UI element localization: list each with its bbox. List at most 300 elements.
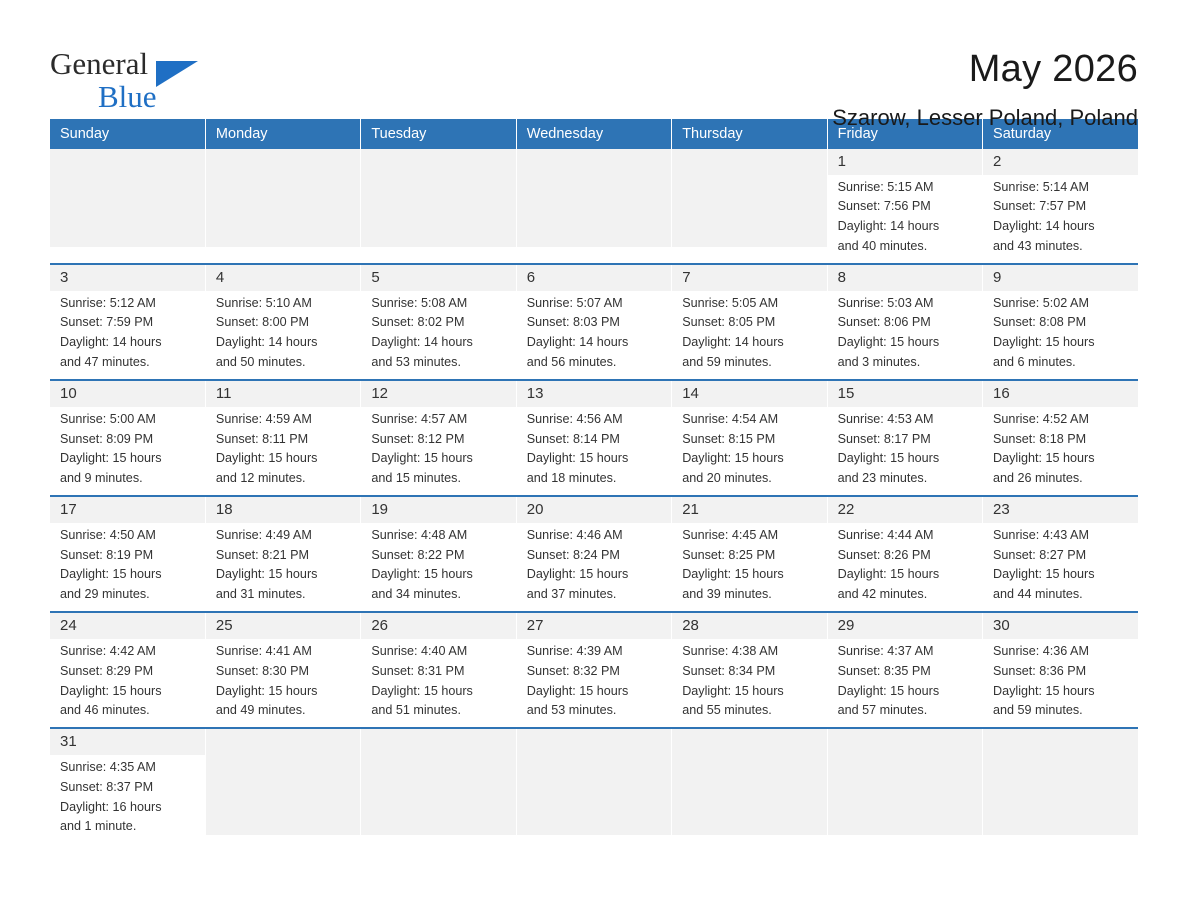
- daylight-text: and 6 minutes.: [993, 355, 1076, 370]
- day-number: 7: [682, 269, 691, 287]
- daylight-text: and 20 minutes.: [682, 471, 772, 486]
- calendar-day-cell: [827, 149, 982, 264]
- calendar-day-cell: [205, 496, 360, 612]
- weekday-header-sunday: Sunday: [50, 119, 205, 149]
- day-details: [517, 175, 671, 247]
- day-cell-content: [206, 613, 360, 727]
- sunset-text: Sunset: 8:12 PM: [371, 431, 465, 446]
- day-details: [206, 755, 360, 835]
- day-details: [361, 291, 515, 380]
- daylight-text: Daylight: 15 hours: [682, 451, 784, 466]
- sunrise-text: Sunrise: 4:49 AM: [215, 527, 312, 542]
- day-cell-content: [206, 265, 360, 379]
- sunrise-text: Sunrise: 5:14 AM: [993, 179, 1089, 194]
- calendar-day-cell: [361, 728, 516, 843]
- sunset-text: Sunset: 7:59 PM: [60, 315, 154, 330]
- day-number: 17: [60, 501, 77, 519]
- calendar-table: [50, 119, 1138, 843]
- sunset-text: Sunset: 8:15 PM: [682, 431, 776, 446]
- weekday-header-monday: Monday: [205, 119, 360, 149]
- daylight-text: Daylight: 14 hours: [993, 219, 1095, 234]
- calendar-day-cell: [983, 612, 1138, 728]
- day-cell-content: [206, 381, 360, 495]
- day-details: [206, 523, 360, 612]
- calendar-day-cell: [827, 612, 982, 728]
- calendar-day-cell: [983, 149, 1138, 264]
- day-cell-empty: [50, 149, 205, 247]
- sunset-text: Sunset: 8:03 PM: [526, 315, 620, 330]
- sunrise-text: Sunrise: 5:10 AM: [215, 295, 312, 310]
- day-number: [361, 729, 515, 755]
- daylight-text: Daylight: 15 hours: [993, 451, 1095, 466]
- sunset-text: Sunset: 8:29 PM: [60, 663, 154, 678]
- sunrise-text: Sunrise: 5:12 AM: [60, 295, 156, 310]
- day-number: [206, 729, 360, 755]
- location-subtitle: Szarow, Lesser Poland, Poland: [832, 104, 1138, 130]
- day-cell-empty: [983, 729, 1138, 835]
- sunset-text: Sunset: 8:25 PM: [682, 547, 776, 562]
- calendar-day-cell: [50, 264, 205, 380]
- sunrise-text: Sunrise: 4:35 AM: [60, 759, 156, 774]
- daylight-text: Daylight: 15 hours: [60, 451, 162, 466]
- day-details: [828, 523, 982, 612]
- day-number: 15: [837, 385, 855, 403]
- day-cell-content: [517, 613, 671, 727]
- sunset-text: Sunset: 8:35 PM: [837, 663, 931, 678]
- sunrise-text: Sunrise: 4:44 AM: [837, 527, 934, 542]
- sunset-text: Sunset: 8:36 PM: [993, 663, 1087, 678]
- day-number: 11: [215, 385, 232, 403]
- day-cell-content: [361, 265, 515, 379]
- day-number: 4: [215, 269, 225, 287]
- day-cell-content: [672, 265, 826, 379]
- daylight-text: and 23 minutes.: [837, 471, 928, 486]
- daylight-text: and 49 minutes.: [215, 703, 306, 718]
- sunrise-text: Sunrise: 5:05 AM: [682, 295, 779, 310]
- day-cell-content: [50, 381, 205, 495]
- day-details: [517, 755, 671, 835]
- calendar-day-cell: [205, 380, 360, 496]
- day-number: 26: [371, 617, 389, 635]
- daylight-text: and 50 minutes.: [215, 355, 306, 370]
- daylight-text: Daylight: 14 hours: [526, 335, 629, 350]
- day-details: [672, 523, 826, 612]
- day-number: [983, 729, 1138, 755]
- daylight-text: Daylight: 15 hours: [993, 683, 1095, 698]
- day-number: 27: [526, 617, 544, 635]
- sunset-text: Sunset: 8:19 PM: [60, 547, 154, 562]
- calendar-day-cell: [516, 380, 671, 496]
- day-cell-empty: [361, 729, 515, 835]
- day-details: [50, 523, 205, 612]
- day-number: 23: [993, 501, 1010, 519]
- day-number: 31: [60, 733, 77, 751]
- sunrise-text: Sunrise: 5:03 AM: [837, 295, 934, 310]
- day-number: 21: [682, 501, 699, 519]
- sunrise-text: Sunrise: 4:54 AM: [682, 411, 779, 426]
- sunset-text: Sunset: 8:34 PM: [682, 663, 776, 678]
- calendar-day-cell: [983, 496, 1138, 612]
- sunrise-text: Sunrise: 4:56 AM: [526, 411, 623, 426]
- calendar-day-cell: [205, 264, 360, 380]
- daylight-text: and 40 minutes.: [837, 239, 928, 254]
- day-number: 16: [993, 385, 1010, 403]
- calendar-day-cell: [50, 728, 205, 843]
- sunset-text: Sunset: 8:09 PM: [60, 431, 154, 446]
- sunrise-text: Sunrise: 5:07 AM: [526, 295, 623, 310]
- day-number: 10: [60, 385, 77, 403]
- sunset-text: Sunset: 8:27 PM: [993, 547, 1087, 562]
- sunset-text: Sunset: 8:24 PM: [526, 547, 620, 562]
- sunrise-text: Sunrise: 4:50 AM: [60, 527, 156, 542]
- daylight-text: and 12 minutes.: [215, 471, 306, 486]
- day-cell-content: [361, 497, 515, 611]
- sunrise-text: Sunrise: 4:37 AM: [837, 643, 934, 658]
- day-details: [50, 175, 205, 247]
- day-details: [361, 755, 515, 835]
- daylight-text: Daylight: 15 hours: [837, 335, 940, 350]
- day-number: [361, 149, 515, 175]
- sunrise-text: Sunrise: 4:48 AM: [371, 527, 468, 542]
- calendar-day-cell: [361, 149, 516, 264]
- day-number: 12: [371, 385, 389, 403]
- weekday-header-friday: Friday: [827, 119, 982, 149]
- sunset-text: Sunset: 8:08 PM: [993, 315, 1087, 330]
- day-cell-content: [206, 497, 360, 611]
- day-cell-content: [828, 265, 982, 379]
- day-details: [672, 291, 826, 380]
- daylight-text: Daylight: 15 hours: [371, 451, 473, 466]
- day-number: 18: [215, 501, 233, 519]
- daylight-text: and 26 minutes.: [993, 471, 1083, 486]
- calendar-day-cell: [983, 728, 1138, 843]
- weekday-header-thursday: Thursday: [672, 119, 827, 149]
- day-cell-empty: [206, 729, 360, 835]
- day-details: [983, 291, 1138, 380]
- day-number: 8: [837, 269, 846, 287]
- day-details: [206, 291, 360, 380]
- calendar-day-cell: [361, 612, 516, 728]
- day-cell-content: [517, 381, 671, 495]
- generalblue-logo: [50, 48, 210, 122]
- calendar-day-cell: [50, 496, 205, 612]
- day-cell-content: [50, 265, 205, 379]
- sunset-text: Sunset: 8:26 PM: [837, 547, 931, 562]
- calendar-day-cell: [205, 612, 360, 728]
- sunrise-text: Sunrise: 4:53 AM: [837, 411, 934, 426]
- weekday-header-saturday: Saturday: [983, 119, 1138, 149]
- daylight-text: Daylight: 14 hours: [837, 219, 940, 234]
- calendar-day-cell: [827, 496, 982, 612]
- day-number: 3: [60, 269, 69, 287]
- daylight-text: Daylight: 16 hours: [60, 799, 162, 814]
- day-details: [828, 755, 982, 835]
- calendar-day-cell: [361, 496, 516, 612]
- page-header: [50, 0, 1138, 130]
- calendar-body: [50, 149, 1138, 843]
- title-block: [832, 48, 1138, 130]
- calendar-day-cell: [50, 149, 205, 264]
- calendar-day-cell: [516, 496, 671, 612]
- daylight-text: Daylight: 15 hours: [837, 451, 940, 466]
- daylight-text: Daylight: 15 hours: [837, 683, 940, 698]
- daylight-text: and 46 minutes.: [60, 703, 150, 718]
- day-details: [672, 755, 826, 835]
- daylight-text: Daylight: 15 hours: [215, 683, 318, 698]
- day-number: 5: [371, 269, 380, 287]
- daylight-text: and 9 minutes.: [60, 471, 143, 486]
- day-cell-content: [983, 149, 1138, 263]
- sunrise-text: Sunrise: 4:39 AM: [526, 643, 623, 658]
- daylight-text: and 42 minutes.: [837, 587, 928, 602]
- day-cell-empty: [517, 149, 671, 247]
- day-number: 30: [993, 617, 1010, 635]
- day-details: [517, 639, 671, 728]
- page-title: May 2026: [968, 48, 1138, 90]
- sunrise-text: Sunrise: 5:15 AM: [837, 179, 934, 194]
- daylight-text: Daylight: 14 hours: [682, 335, 784, 350]
- daylight-text: Daylight: 15 hours: [526, 683, 629, 698]
- day-details: [517, 407, 671, 496]
- day-cell-content: [828, 497, 982, 611]
- logo-triangle-icon: [156, 61, 198, 87]
- daylight-text: and 59 minutes.: [682, 355, 772, 370]
- day-cell-content: [672, 381, 826, 495]
- day-details: [983, 175, 1138, 264]
- calendar-week-row: [50, 728, 1138, 843]
- day-details: [50, 291, 205, 380]
- calendar-day-cell: [983, 264, 1138, 380]
- day-details: [206, 407, 360, 496]
- calendar-week-row: [50, 380, 1138, 496]
- calendar-week-row: [50, 149, 1138, 264]
- day-details: [828, 407, 982, 496]
- day-cell-empty: [828, 729, 982, 835]
- daylight-text: and 44 minutes.: [993, 587, 1083, 602]
- day-cell-content: [672, 613, 826, 727]
- daylight-text: and 53 minutes.: [526, 703, 617, 718]
- day-number: [672, 729, 826, 755]
- daylight-text: and 47 minutes.: [60, 355, 150, 370]
- day-cell-content: [983, 497, 1138, 611]
- day-details: [983, 407, 1138, 496]
- sunrise-text: Sunrise: 5:08 AM: [371, 295, 468, 310]
- day-cell-content: [361, 381, 515, 495]
- day-details: [983, 755, 1138, 835]
- daylight-text: and 15 minutes.: [371, 471, 461, 486]
- day-cell-content: [983, 381, 1138, 495]
- day-number: 25: [215, 617, 233, 635]
- day-details: [50, 755, 205, 844]
- calendar-day-cell: [672, 612, 827, 728]
- day-number: 6: [526, 269, 536, 287]
- daylight-text: Daylight: 15 hours: [837, 567, 940, 582]
- calendar-week-row: [50, 496, 1138, 612]
- day-cell-content: [828, 381, 982, 495]
- day-cell-content: [517, 265, 671, 379]
- day-number: 20: [526, 501, 544, 519]
- sunset-text: Sunset: 8:37 PM: [60, 779, 154, 794]
- day-number: 28: [682, 617, 699, 635]
- calendar-week-row: [50, 264, 1138, 380]
- day-details: [672, 407, 826, 496]
- day-details: [672, 175, 826, 247]
- weekday-header-tuesday: Tuesday: [361, 119, 516, 149]
- day-number: [517, 729, 671, 755]
- sunrise-text: Sunrise: 4:43 AM: [993, 527, 1089, 542]
- daylight-text: Daylight: 15 hours: [526, 451, 629, 466]
- calendar-day-cell: [205, 149, 360, 264]
- day-details: [361, 407, 515, 496]
- daylight-text: and 37 minutes.: [526, 587, 617, 602]
- day-number: [206, 149, 360, 175]
- sunrise-text: Sunrise: 4:59 AM: [215, 411, 312, 426]
- calendar-day-cell: [516, 149, 671, 264]
- day-cell-empty: [672, 149, 826, 247]
- logo-text-blue: Blue: [98, 79, 157, 114]
- daylight-text: Daylight: 15 hours: [371, 567, 473, 582]
- daylight-text: Daylight: 15 hours: [215, 567, 318, 582]
- day-details: [517, 291, 671, 380]
- day-cell-content: [517, 497, 671, 611]
- sunset-text: Sunset: 8:02 PM: [371, 315, 465, 330]
- sunset-text: Sunset: 7:57 PM: [993, 199, 1087, 214]
- day-cell-content: [50, 613, 205, 727]
- daylight-text: Daylight: 15 hours: [993, 335, 1095, 350]
- day-details: [983, 639, 1138, 728]
- sunset-text: Sunset: 8:17 PM: [837, 431, 931, 446]
- sunrise-text: Sunrise: 5:00 AM: [60, 411, 156, 426]
- sunrise-text: Sunrise: 4:46 AM: [526, 527, 623, 542]
- sunrise-text: Sunrise: 4:45 AM: [682, 527, 779, 542]
- sunrise-text: Sunrise: 4:57 AM: [371, 411, 468, 426]
- sunset-text: Sunset: 8:18 PM: [993, 431, 1087, 446]
- sunrise-text: Sunrise: 4:36 AM: [993, 643, 1089, 658]
- day-number: 14: [682, 385, 699, 403]
- calendar-day-cell: [516, 728, 671, 843]
- day-cell-empty: [361, 149, 515, 247]
- sunset-text: Sunset: 8:06 PM: [837, 315, 931, 330]
- daylight-text: and 55 minutes.: [682, 703, 772, 718]
- day-details: [206, 639, 360, 728]
- day-details: [361, 175, 515, 247]
- day-cell-empty: [206, 149, 360, 247]
- sunset-text: Sunset: 8:14 PM: [526, 431, 620, 446]
- daylight-text: and 57 minutes.: [837, 703, 928, 718]
- sunset-text: Sunset: 8:11 PM: [215, 431, 309, 446]
- daylight-text: and 18 minutes.: [526, 471, 617, 486]
- sunset-text: Sunset: 8:00 PM: [215, 315, 310, 330]
- calendar-day-cell: [50, 380, 205, 496]
- daylight-text: and 43 minutes.: [993, 239, 1083, 254]
- daylight-text: Daylight: 15 hours: [215, 451, 318, 466]
- calendar-day-cell: [672, 264, 827, 380]
- calendar-day-cell: [672, 149, 827, 264]
- daylight-text: and 53 minutes.: [371, 355, 461, 370]
- daylight-text: Daylight: 14 hours: [215, 335, 318, 350]
- day-number: [672, 149, 826, 175]
- day-number: [50, 149, 205, 175]
- day-cell-content: [672, 497, 826, 611]
- calendar-day-cell: [516, 612, 671, 728]
- day-number: 19: [371, 501, 389, 519]
- sunrise-text: Sunrise: 4:42 AM: [60, 643, 156, 658]
- day-cell-content: [828, 149, 982, 263]
- daylight-text: and 56 minutes.: [526, 355, 617, 370]
- sunset-text: Sunset: 8:05 PM: [682, 315, 776, 330]
- daylight-text: and 51 minutes.: [371, 703, 461, 718]
- sunrise-text: Sunrise: 4:41 AM: [215, 643, 312, 658]
- day-details: [828, 639, 982, 728]
- day-cell-content: [50, 729, 205, 843]
- calendar-day-cell: [361, 264, 516, 380]
- calendar-day-cell: [672, 728, 827, 843]
- sunset-text: Sunset: 8:21 PM: [215, 547, 310, 562]
- daylight-text: and 1 minute.: [60, 819, 137, 834]
- calendar-day-cell: [205, 728, 360, 843]
- day-number: 29: [837, 617, 855, 635]
- calendar-day-cell: [827, 264, 982, 380]
- weekday-header-wednesday: Wednesday: [516, 119, 671, 149]
- daylight-text: and 29 minutes.: [60, 587, 150, 602]
- calendar-day-cell: [827, 728, 982, 843]
- daylight-text: and 59 minutes.: [993, 703, 1083, 718]
- day-details: [361, 523, 515, 612]
- day-cell-content: [983, 265, 1138, 379]
- daylight-text: Daylight: 15 hours: [526, 567, 629, 582]
- day-details: [983, 523, 1138, 612]
- day-details: [828, 175, 982, 264]
- daylight-text: and 34 minutes.: [371, 587, 461, 602]
- day-cell-content: [828, 613, 982, 727]
- day-number: 2: [993, 153, 1002, 170]
- day-details: [828, 291, 982, 380]
- logo-text-general: General: [50, 46, 149, 81]
- calendar-day-cell: [672, 496, 827, 612]
- day-number: 24: [60, 617, 77, 635]
- calendar-day-cell: [516, 264, 671, 380]
- sunset-text: Sunset: 8:31 PM: [371, 663, 465, 678]
- day-number: 22: [837, 501, 855, 519]
- sunrise-text: Sunrise: 4:40 AM: [371, 643, 468, 658]
- daylight-text: Daylight: 15 hours: [60, 567, 162, 582]
- sunrise-text: Sunrise: 4:38 AM: [682, 643, 779, 658]
- day-details: [50, 407, 205, 496]
- sunset-text: Sunset: 7:56 PM: [837, 199, 931, 214]
- calendar-day-cell: [50, 612, 205, 728]
- calendar-week-row: [50, 612, 1138, 728]
- day-details: [517, 523, 671, 612]
- daylight-text: Daylight: 15 hours: [682, 683, 784, 698]
- daylight-text: and 3 minutes.: [837, 355, 921, 370]
- daylight-text: Daylight: 14 hours: [371, 335, 473, 350]
- daylight-text: Daylight: 15 hours: [371, 683, 473, 698]
- day-cell-empty: [517, 729, 671, 835]
- day-details: [206, 175, 360, 247]
- sunrise-text: Sunrise: 4:52 AM: [993, 411, 1089, 426]
- daylight-text: Daylight: 14 hours: [60, 335, 162, 350]
- sunset-text: Sunset: 8:32 PM: [526, 663, 620, 678]
- sunset-text: Sunset: 8:22 PM: [371, 547, 465, 562]
- daylight-text: Daylight: 15 hours: [682, 567, 784, 582]
- daylight-text: Daylight: 15 hours: [60, 683, 162, 698]
- daylight-text: and 39 minutes.: [682, 587, 772, 602]
- day-number: [828, 729, 982, 755]
- calendar-day-cell: [672, 380, 827, 496]
- calendar-day-cell: [827, 380, 982, 496]
- sunset-text: Sunset: 8:30 PM: [215, 663, 310, 678]
- day-number: 13: [526, 385, 544, 403]
